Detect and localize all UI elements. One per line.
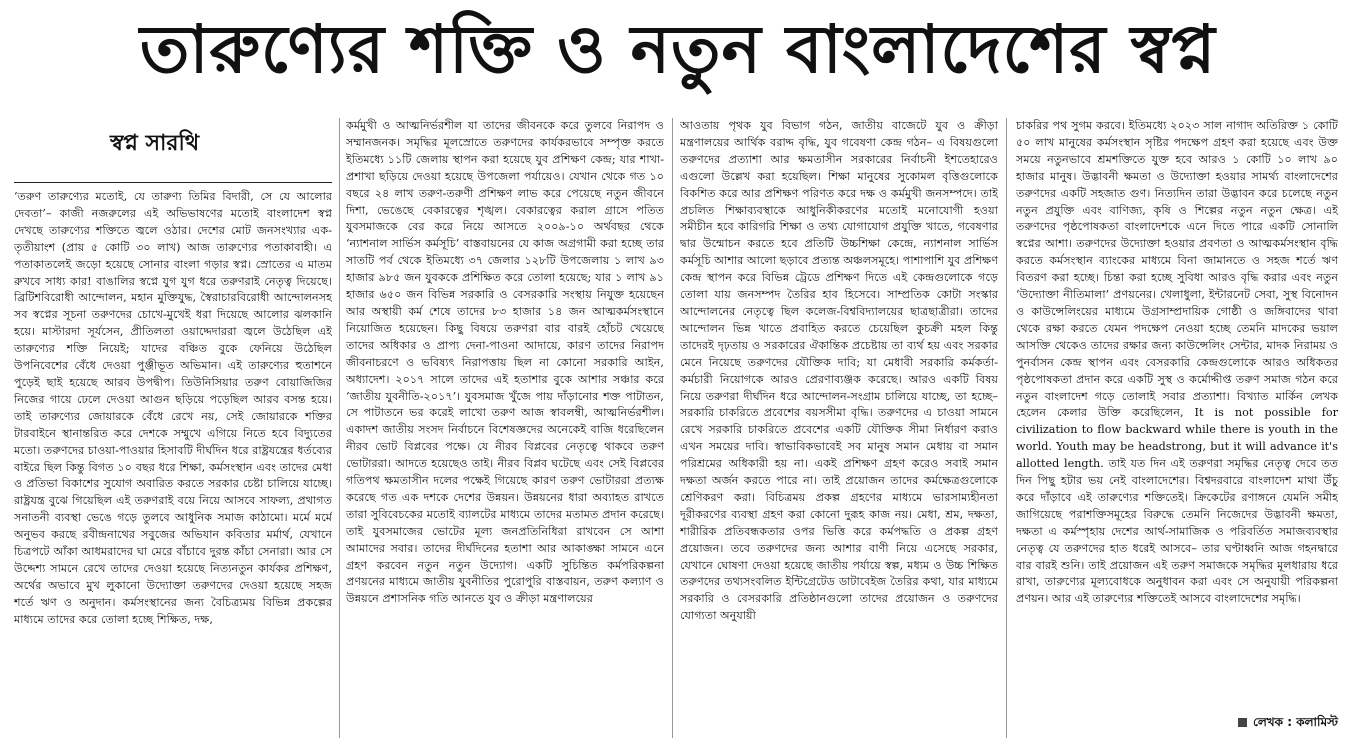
author-credit-text: লেখক : কলামিস্ট xyxy=(1252,715,1338,729)
column-3 xyxy=(680,118,998,750)
column-1 xyxy=(14,118,332,750)
column-2 xyxy=(346,118,664,750)
article-text-col-1: ‘তরুণ তারুণ্যের মতোই, যে তারুণ্য তিমির বিদারী, সে যে আলোর দেবতা’– কাজী নজরুলের এই অভিভাষণের মতোই বাংলাদেশ স্বপ্ন দেখছে তারুণ্যের শক্তিতে জ্বলে ওঠার। দেশের মোট জনসংখ্যার এক-তৃতীয়াংশ (প্রায় ৫ কোটি ৩০ লাখ) আজ তারুণ্যের পতাকাবাহী। এ পতাকাতলেই জড়ো হয়েছে সোনার বাংলা গড়ার স্বপ্ন। স্রোতের এ মাতম রুখবে সাধ্য কার! বাঙালির স্বপ্নে যুগ যুগ ধরে তরুণরাই নেতৃত্ব দিয়েছে। ব্রিটিশবিরোধী আন্দোলন, মহান মুক্তিযুদ্ধ, স্বৈরাচারবিরোধী আন্দোলনসহ সব স্বপ্নের সূচনা তরুণদের চোখে-মুখেই ধরা দিয়েছে আলোর ঝলকানি হয়ে। মাস্টারদা সূর্যসেন, প্রীতিলতা ওয়াদ্দেদাররা জ্বলে উঠেছিল এই তারুণ্যের শক্তি নিয়েই; যাদের বঞ্চিত বুকে ফেনিয়ে উঠেছিল উপনিবেশের বেঁধে দেওয়া পুঞ্জীভূত অভিমান। এই তারুণ্যের হুতাশনে পুড়েই ছাই হয়েছে আরব উপদ্বীপ। তিউনিসিয়ার তরুণ বোয়াজিজির নিজের গায়ে ঢেলে দেওয়া আগুন ছড়িয়ে পড়েছিল আরব বসন্ত হয়ে। তাই তারুণ্যের জোয়ারকে বেঁধে রেখে নয়, সেই জোয়ারকে শক্তির টারবাইনে স্থানান্তরিত করে দেশকে সম্মুখে এগিয়ে নিতে হবে বিদ্যুতের মতো। তরুণদের চাওয়া-পাওয়ার হিসাবটি দীর্ঘদিন ধরে রাষ্ট্রযন্ত্রের ধর্তব্যের বাইরে ছিল কিন্তু বিগত ১০ বছর ধরে শিক্ষা, কর্মসংস্থান এবং তাদের মেধা ও প্রতিভা বিকাশের সুযোগ অবারিত করতে সরকার চেষ্টা চালিয়ে যাচ্ছে। রাষ্ট্রযন্ত্র বুঝে গিয়েছিল এই তরুণরাই বয়ে নিয়ে আসবে সাফল্য, প্রথাগত সনাতনী ব্যবস্থা ভেঙে গড়ে তুলবে আধুনিক সমাজ কাঠামো। মর্মে মর্মে অনুভব করছে রবীন্দ্রনাথের সবুজের অভিযান কবিতার মর্মার্থ, যেখানে চিত্রপটে আঁকা আধমরাদের ঘা মেরে বাঁচাবে দুরন্ত কাঁচা সেনারা। আর সে উদ্দেশ্য সামনে রেখে তাদের দেওয়া হয়েছে নিত্যনতুন কার্যকর প্রশিক্ষণ, অর্থের অভাবে মুখ লুকানো উদ্যোক্তা তরুণদের দেওয়া হয়েছে সহজ শর্তে ঋণ ও অনুদান। কর্মসংস্থানের জন্য বৈচিত্র্যময় বিভিন্ন প্রকল্পের মাধ্যমে তাদের করে তোলা হচ্ছে শিক্ষিত, দক্ষ, xyxy=(14,190,332,626)
article-text-col-4: চাকরির পথ সুগম করবে। ইতিমধ্যে ২০২৩ সাল নাগাদ অতিরিক্ত ১ কোটি ৫০ লাখ মানুষের কর্মসংস্থান সৃষ্টির পদক্ষেপ গ্রহণ করা হয়েছে এবং উক্ত সময়ে নতুনভাবে শ্রমশক্তিতে যুক্ত হবে আরও ১ কোটি ১০ লাখ ৯০ হাজার মানুষ। উদ্ভাবনী ক্ষমতা ও উদ্যোক্তা হওয়ার সামর্থ্য বাংলাদেশের তরুণদের একটি সহজাত গুণ। নিত্যদিন তারা উদ্ভাবন করে চলেছে নতুন নতুন প্রযুক্তি এবং বাণিজ্য, কৃষি ও শিল্পের নতুন নতুন ক্ষেত্র। এই তরুণদের পৃষ্ঠপোষকতা বাংলাদেশকে এনে দিতে পারে একটি সোনালি স্বপ্নের আশা। তরুণদের উদ্যোক্তা হওয়ার প্রবণতা ও আত্মকর্মসংস্থান বৃদ্ধি করতে কর্মসংস্থান ব্যাংকের মাধ্যমে বিনা জামানতে ও সহজ শর্তে ঋণ বিতরণ করা হচ্ছে। চিন্তা করা হচ্ছে সুবিধা আরও বৃদ্ধি করার এবং নতুন ‘উদ্যোক্তা নীতিমালা’ প্রণয়নের। খেলাধুলা, ইন্টারনেট সেবা, সুস্থ বিনোদন ও কাউন্সেলিংয়ের মাধ্যমে উগ্রসাম্প্রদায়িক গোষ্ঠী ও জঙ্গিবাদের থাবা থেকে রক্ষা করতে যেমন পদক্ষেপ নেওয়া হচ্ছে তেমনি মাদকের ভয়াল আসক্তি থেকেও তাদের রক্ষার জন্য কাউন্সেলিং সেন্টার, মাদক নিরাময় ও পুনর্বাসন কেন্দ্র স্থাপন এবং বেসরকারি কেন্দ্রগুলোকে আরও অধিকতর পৃষ্ঠপোষকতা প্রদান করে একটি সুস্থ ও কর্মোদ্দীপ্ত তরুণ সমাজ গঠন করে নতুন বাংলাদেশ গড়ে তোলাই সবার প্রত্যাশা। বিখ্যাত মার্কিন লেখক হেলেন কেলার উক্তি করেছিলেন, It is not possible for civilization to flow backward while there is youth in the world. Youth may be headstrong, but it will advance it's allotted length. তাই যত দিন এই তরুণরা সমৃদ্ধির নেতৃত্ব দেবে তত দিন পিছু হটার ভয় নেই বাংলাদেশের। বিশ্বদরবারে বাংলাদেশ মাথা উঁচু করে দাঁড়াবে এই তারুণ্যের শক্তিতেই। ক্রিকেটের রণাঙ্গনে যেমনি সমীহ জাগিয়েছে পরাশক্তিসমূহের বিরুদ্ধে তেমনি নিজেদের উদ্ভাবনী ক্ষমতা, দক্ষতা এ কর্মস্পৃহায় দেশের আর্থ-সামাজিক ও পরিবর্তিত সমাজব্যবস্থার নেতৃত্ব যে তরুণদের হাত ধরেই আসবে– তার ঘণ্টাধ্বনি আজ গহনদ্বারে বার বারই শুনি। তাই প্রয়োজন এই তরুণ সমাজকে সমৃদ্ধির মূলধারায় ধরে রাখা, তারুণ্যের মূল্যবোধকে অনুধাবন করা এবং সে অনুযায়ী পরিকল্পনা প্রণয়ন। আর এই তারুণ্যের শক্তিতেই আসবে বাংলাদেশের সমৃদ্ধি। xyxy=(1016,119,1338,606)
column-divider xyxy=(672,118,673,738)
column-4 xyxy=(1016,118,1338,714)
headline: তারুণ্যের শক্তি ও নতুন বাংলাদেশের স্বপ্ন xyxy=(139,11,1217,88)
square-bullet-icon xyxy=(1238,718,1247,727)
column-divider xyxy=(339,118,340,738)
byline-rule xyxy=(14,182,332,183)
article-text-col-3: আওতায় পৃথক যুব বিভাগ গঠন, জাতীয় বাজেটে যুব ও ক্রীড়া মন্ত্রণালয়ের আর্থিক বরাদ্দ বৃদ্ধি, যুব গবেষণা কেন্দ্র গঠন– এ বিষয়গুলো তরুণদের প্রত্যাশা আর ক্ষমতাসীন সরকারের নির্বাচনী ইশতেহারেও এগুলো উল্লেখ করা হয়েছিল। শিক্ষা মানুষের সুকোমল বৃত্তিগুলোকে বিকশিত করে আর প্রশিক্ষণ পরিণত করে দক্ষ ও কর্মমুখী জনসম্পদে। তাই প্রচলিত শিক্ষাব্যবস্থাকে আধুনিকীকরণের মতোই মনোযোগী হওয়া সমীচীন হবে কারিগরি শিক্ষা ও তথ্য যোগাযোগ প্রযুক্তি খাতে, গবেষণার দ্বার উন্মোচন করতে হবে প্রতিটি উচ্চশিক্ষা কেন্দ্রে, ন্যাশনাল সার্ভিস কর্মসূচি আশার আলো ছড়াবে প্রত্যন্ত অঞ্চলসমূহে। পাশাপাশি যুব প্রশিক্ষণ কেন্দ্র স্থাপন করে বিভিন্ন ট্রেডে প্রশিক্ষণ দিতে এই কেন্দ্রগুলোকে গড়ে তোলা যায় জনসম্পদ তৈরির হাব হিসেবে। সাম্প্রতিক কোটা সংস্কার আন্দোলনের নেতৃত্বে ছিল কলেজ-বিশ্ববিদ্যালয়ের ছাত্রছাত্রীরা। তাদের আন্দোলন ভিন্ন খাতে প্রবাহিত করতে চেয়েছিল কুচক্রী মহল কিন্তু তাদেরই দৃঢ়তায় ও সরকারের ঐকান্তিক প্রচেষ্টায় তা ব্যর্থ হয় এবং সরকার মেনে নিয়েছে তরুণদের যৌক্তিক দাবি; যা মেধাবী সরকারি কর্মকর্তা-কর্মচারী নিয়োগকে আরও প্রেরণাব্যঞ্জক করেছে। আরও একটি বিষয় নিয়ে তরুণরা দীর্ঘদিন ধরে আন্দোলন-সংগ্রাম চালিয়ে যাচ্ছে, তা হচ্ছে– সরকারি চাকরিতে প্রবেশের বয়সসীমা বৃদ্ধি। তরুণদের এ চাওয়া সামনে রেখে সরকারি চাকরিতে প্রবেশের একটি যৌক্তিক সীমা নির্ধারণ করাও এখন সময়ের দাবি। স্বাভাবিকভাবেই সব মানুষ সমান মেধায় বা সমান পরিশ্রমের অধিকারী হয় না। একই প্রশিক্ষণ গ্রহণ করেও সবাই সমান দক্ষতা অর্জন করতে পারে না। তাই প্রয়োজন তাদের কর্মক্ষেত্রগুলোকে শ্রেণিকরণ করা। বিচিত্রময় প্রকল্প গ্রহণের মাধ্যমে ভারসাম্যহীনতা দূরীকরণের ব্যবস্থা গ্রহণ করা কোনো দুরূহ কাজ নয়। মেধা, শ্রম, দক্ষতা, শারীরিক প্রতিবন্ধকতার ওপর ভিত্তি করে কর্মপদ্ধতি ও প্রকল্প গ্রহণ প্রয়োজন। তবে তরুণদের জন্য আশার বাণী নিয়ে এসেছে সরকার, যেখানে ঘোষণা দেওয়া হয়েছে জাতীয় পর্যায়ে স্বল্প, মধ্যম ও উচ্চ শিক্ষিত তরুণদের তথ্যসংবলিত ইন্টিগ্রেটেড ডাটাবেইজ তৈরির কথা, যার মাধ্যমে সরকারি ও বেসরকারি প্রতিষ্ঠানগুলো তাদের প্রয়োজন ও তরুণদের যোগ্যতা অনুযায়ী xyxy=(680,119,998,623)
column-divider xyxy=(1006,118,1007,738)
author-credit xyxy=(1238,714,1338,734)
article-text-col-2: কর্মমুখী ও আত্মনির্ভরশীল যা তাদের জীবনকে করে তুলবে নিরাপদ ও সম্মানজনক। সমৃদ্ধির মূলস্রোতে তরুণদের কার্যকরভাবে সম্পৃক্ত করতে ইতিমধ্যে ১১টি জেলায় স্থাপন করা হয়েছে যুব প্রশিক্ষণ কেন্দ্র; যার শাখা-প্রশাখা ছড়িয়ে দেওয়া হয়েছে উপজেলা পর্যায়েও। যেখান থেকে গত ১০ বছরে ২৪ লাখ তরুণ-তরুণী প্রশিক্ষণ লাভ করে পেয়েছে নতুন জীবনে দিশা, ভেঙেছে বেকারত্বের শৃঙ্খল। বেকারত্বের করাল গ্রাসে পতিত যুবসমাজকে বের করে নিয়ে আসতে ২০০৯-১০ অর্থবছর থেকে ‘ন্যাশনাল সার্ভিস কর্মসূচি’ বাস্তবায়নের যে কাজ অগ্রগামী করা হচ্ছে তার সাতটি পর্ব থেকে ইতিমধ্যে ৩৭ জেলার ১২৮টি উপজেলায় ১ লাখ ৯৩ হাজার ৯৮৫ জন যুবককে প্রশিক্ষিত করে তোলা হয়েছে; যার ১ লাখ ৯১ হাজার ৬৫০ জন বিভিন্ন সরকারি ও বেসরকারি সংস্থায় নিযুক্ত হয়েছেন আর অস্থায়ী কর্ম শেষে তাদের ৮৩ হাজার ১৪ জন আত্মকর্মসংস্থানে নিয়োজিত হয়েছেন। কিছু বিষয়ে তরুণরা বার বারই হোঁচট খেয়েছে তাদের অধিকার ও প্রাপ্য দেনা-পাওনা আদায়ে, কারণ তাদের নিরাপদ জীবনাচরণে ও ভবিষ্যৎ নিরাপত্তায় ছিল না কোনো সরকারি আইন, অধ্যাদেশ। ২০১৭ সালে তাদের এই হতাশার বুকে আশার সঞ্চার করে ‘জাতীয় যুবনীতি-২০১৭’। যুবসমাজ খুঁজে পায় দাঁড়ানোর শক্ত পাটাতন, সে পাটাতনে ভর করেই লাখো তরুণ আজ স্বাবলম্বী, আত্মনির্ভরশীল। একাদশ জাতীয় সংসদ নির্বাচনে বিশেষজ্ঞদের অনেকেই বাজি ধরেছিলেন নীরব ভোট বিপ্লবের পক্ষে। যে নীরব বিপ্লবের নেতৃত্বে থাকবে তরুণ ভোটাররা। আদতে হয়েছেও তাই। নীরব বিপ্লব ঘটেছে এবং সেই বিপ্লবের গতিপথ ক্ষমতাসীন দলের পক্ষেই গিয়েছে কারণ তরুণ ভোটাররা প্রত্যক্ষ করেছে গত এক দশকে দেশের উন্নয়ন। উন্নয়নের ধারা অব্যাহত রাখতে তারা সুবিবেচকের মতোই ব্যালটের মাধ্যমে তাদের মতামত প্রদান করেছে। তাই যুবসমাজের ভোটের মূল্য জনপ্রতিনিধিরা রাখবেন সে আশা আমাদের সবার। তাদের দীর্ঘদিনের হতাশা আর আকাঙ্ক্ষা সামনে এনে গ্রহণ করবেন নতুন নতুন উদ্যোগ। একটি সুচিন্তিত কর্মপরিকল্পনা প্রণয়নের মাধ্যমে জাতীয় যুবনীতির পুরোপুরি বাস্তবায়ন, তরুণ কল্যাণ ও উন্নয়নে প্রশাসনিক গতি আনতে যুব ও ক্রীড়া মন্ত্রণালয়ের xyxy=(346,119,664,606)
byline: স্বপ্ন সারথি xyxy=(110,131,200,156)
